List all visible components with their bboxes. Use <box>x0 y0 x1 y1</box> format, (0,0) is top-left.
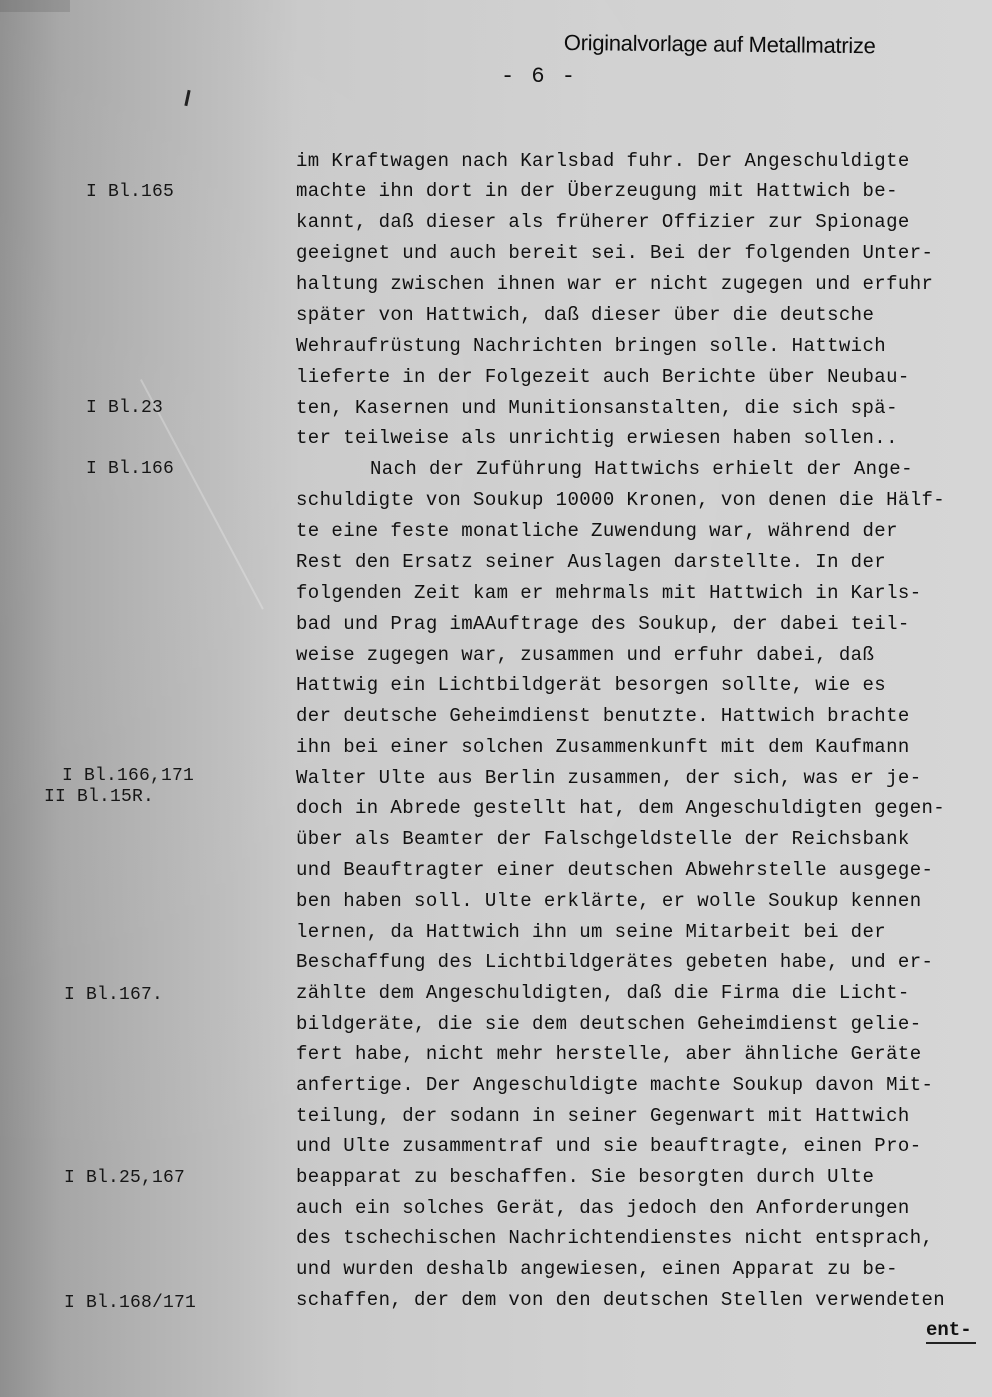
continuation-underline <box>926 1342 976 1344</box>
body-text-line: weise zugegen war, zusammen und erfuhr dabei, daß <box>296 644 875 666</box>
body-text-line: später von Hattwich, daß dieser über die deutsche <box>296 304 875 326</box>
body-text-line: Nach der Zuführung Hattwichs erhielt der Ange- <box>370 458 913 480</box>
margin-reference: I Bl.167. <box>64 985 164 1005</box>
body-text-line: teilung, der sodann in seiner Gegenwart mit Hattwich <box>296 1105 910 1127</box>
body-text-line: bad und Prag imAAuftrage des Soukup, der dabei teil- <box>296 613 910 635</box>
body-text-line: über als Beamter der Falschgeldstelle der Reichsbank <box>296 828 910 850</box>
body-text-line: anfertige. Der Angeschuldigte machte Soukup davon Mit- <box>296 1074 934 1096</box>
scan-artifact <box>0 0 70 12</box>
body-text-line: schuldigte von Soukup 10000 Kronen, von denen die Hälf- <box>296 489 946 511</box>
body-text-line: ter teilweise als unrichtig erwiesen haben sollen.. <box>296 427 898 449</box>
body-text-line: auch ein solches Gerät, das jedoch den Anforderungen <box>296 1197 910 1219</box>
margin-reference: II Bl.15R. <box>44 787 155 807</box>
margin-reference: I Bl.25,167 <box>64 1168 186 1188</box>
pen-mark <box>184 90 190 106</box>
body-text-line: lieferte in der Folgezeit auch Berichte über Neubau- <box>296 366 910 388</box>
body-text-line: machte ihn dort in der Überzeugung mit Hattwich be- <box>296 180 898 202</box>
body-text-line: lernen, da Hattwich ihn um seine Mitarbeit bei der <box>296 921 887 943</box>
body-text-line: im Kraftwagen nach Karlsbad fuhr. Der Angeschuldigte <box>296 150 910 172</box>
body-text-line: Hattwig ein Lichtbildgerät besorgen sollte, wie es <box>296 674 887 696</box>
body-text-line: Rest den Ersatz seiner Auslagen darstellte. In der <box>296 551 887 573</box>
original-template-stamp: Originalvorlage auf Metallmatrize <box>563 30 876 59</box>
body-text-line: ten, Kasernen und Munitionsanstalten, die sich spä- <box>296 397 898 419</box>
margin-reference: I Bl.165 <box>86 182 175 202</box>
body-text-line: te eine feste monatliche Zuwendung war, während der <box>296 520 898 542</box>
body-text-line: geeignet und auch bereit sei. Bei der folgenden Unter- <box>296 242 934 264</box>
body-text-line: und wurden deshalb angewiesen, einen Apparat zu be- <box>296 1258 898 1280</box>
body-text-line: beapparat zu beschaffen. Sie besorgten durch Ulte <box>296 1166 875 1188</box>
body-text-line: der deutsche Geheimdienst benutzte. Hattwich brachte <box>296 705 910 727</box>
body-text-line: haltung zwischen ihnen war er nicht zugegen und erfuhr <box>296 273 934 295</box>
body-text-line: ihn bei einer solchen Zusammenkunft mit dem Kaufmann <box>296 736 910 758</box>
body-text-line: Walter Ulte aus Berlin zusammen, der sich, was er je- <box>296 767 922 789</box>
body-text-line: fert habe, nicht mehr herstelle, aber ähnliche Geräte <box>296 1043 922 1065</box>
body-text-line: zählte dem Angeschuldigten, daß die Firma die Licht- <box>296 982 910 1004</box>
body-text-line: doch in Abrede gestellt hat, dem Angeschuldigten gegen- <box>296 797 946 819</box>
body-text-line: folgenden Zeit kam er mehrmals mit Hattwich in Karls- <box>296 582 922 604</box>
body-text-line: Beschaffung des Lichtbildgerätes gebeten habe, und er- <box>296 951 934 973</box>
page-number: - 6 - <box>501 64 578 89</box>
body-text-line: schaffen, der dem von den deutschen Stellen verwendeten <box>296 1289 946 1311</box>
continuation-word: ent- <box>926 1319 972 1341</box>
margin-reference: I Bl.23 <box>86 398 164 418</box>
body-text-line: Wehraufrüstung Nachrichten bringen solle. Hattwich <box>296 335 887 357</box>
body-text-line: des tschechischen Nachrichtendienstes nicht entsprach, <box>296 1227 934 1249</box>
margin-reference: I Bl.168/171 <box>64 1293 197 1313</box>
body-text-line: kannt, daß dieser als früherer Offizier zur Spionage <box>296 211 910 233</box>
body-text-line: ben haben soll. Ulte erklärte, er wolle Soukup kennen <box>296 890 922 912</box>
body-text-line: bildgeräte, die sie dem deutschen Geheimdienst gelie- <box>296 1013 922 1035</box>
body-text-line: und Beauftragter einer deutschen Abwehrstelle ausgege- <box>296 859 934 881</box>
margin-reference: I Bl.166 <box>86 459 175 479</box>
body-text-line: und Ulte zusammentraf und sie beauftragte, einen Pro- <box>296 1135 922 1157</box>
margin-reference: I Bl.166,171 <box>62 766 195 786</box>
